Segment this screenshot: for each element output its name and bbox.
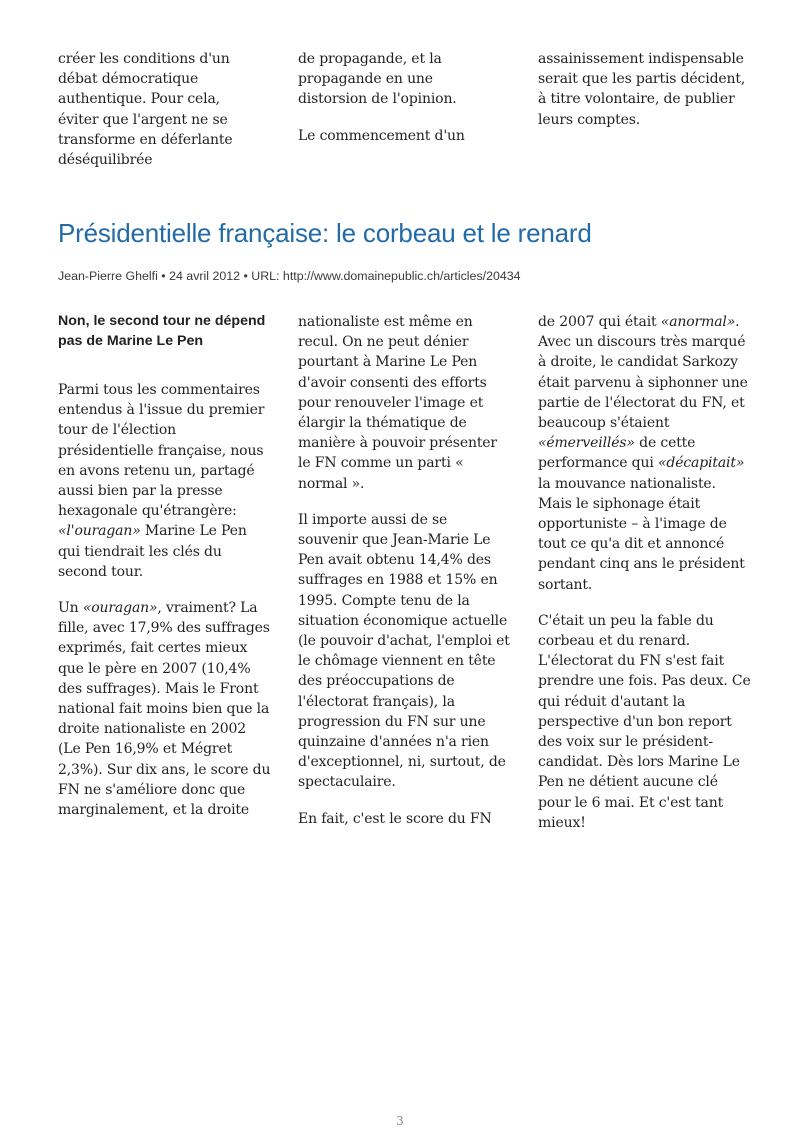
previous-article-column-1	[58, 49, 254, 170]
article-byline: Jean-Pierre Ghelfi • 24 avril 2012 • URL: http://www.domainepublic.ch/articles/20434	[58, 269, 521, 283]
article-column-3	[538, 312, 752, 833]
paragraph: assainissement indispensable serait que les partis décident, à titre volontaire, de publier leurs comptes.	[538, 51, 746, 128]
paragraph: C'était un peu la fable du corbeau et du renard. L'électorat du FN s'est fait prendre une fois. Pas deux. Ce qui réduit d'autant la perspective d'un bon report des voix sur le président-candidat. Dès lors Marine Le Pen ne détient aucune clé pour le 6 mai. Et c'est tant mieux!	[538, 612, 751, 831]
paragraph: Il importe aussi de se souvenir que Jean-Marie Le Pen avait obtenu 14,4% des suffrages en 1988 et 15% en 1995. Compte tenu de la situation économique actuelle (le pouvoir d'achat, l'emploi et le chômage viennent en tête des préoccupations de l'électorat français), la progression du FN sur une quinzaine d'années n'a rien d'exceptionnel, ni, surtout, de spectaculaire.	[298, 511, 510, 791]
previous-article-column-2	[298, 49, 496, 146]
page-number: 3	[396, 1114, 404, 1128]
paragraph: de 2007 qui était «anormal». Avec un discours très marqué à droite, le candidat Sarkozy était parvenu à siphonner une partie de l'électorat du FN, et beaucoup s'étaient «émerveillés» de cette performance qui «décapitait» la mouvance nationaliste. Mais le siphonage était opportuniste – à l'image de tout ce qu'a dit et annoncé pendant cinq ans le président sortant.	[538, 314, 748, 593]
paragraph: créer les conditions d'un débat démocratique authentique. Pour cela, éviter que l'argent ne se transforme en déferlante déséquilibrée	[58, 51, 233, 169]
paragraph: Le commencement d'un	[298, 127, 465, 144]
article-column-1-body	[58, 380, 272, 820]
paragraph: Parmi tous les commentaires entendus à l'issue du premier tour de l'élection présidentielle française, nous en avons retenu un, partagé aussi bien par la presse hexagonale qu'étrangère: «l'ouragan» Marine Le Pen qui tiendrait les clés du second tour.	[58, 382, 265, 580]
article-title: Présidentielle française: le corbeau et le renard	[58, 218, 592, 248]
article-column-2	[298, 312, 510, 829]
article-column-1	[58, 312, 272, 820]
previous-article-column-3	[538, 49, 752, 130]
paragraph: Un «ouragan», vraiment? La fille, avec 17,9% des suffrages exprimés, fait certes mieux que le père en 2007 (10,4% des suffrages). Mais le Front national fait moins bien que la droite nationaliste en 2002 (Le Pen 16,9% et Mégret 2,3%). Sur dix ans, le score du FN ne s'améliore donc que marginalement, et la droite	[58, 600, 271, 819]
paragraph: En fait, c'est le score du FN	[298, 810, 492, 827]
paragraph: de propagande, et la propagande en une distorsion de l'opinion.	[298, 51, 457, 108]
article-subheading: Non, le second tour ne dépend pas de Marine Le Pen	[58, 313, 266, 349]
paragraph: nationaliste est même en recul. On ne peut dénier pourtant à Marine Le Pen d'avoir consenti des efforts pour renouveler l'image et élargir la thématique de manière à pouvoir présenter le FN comme un parti « normal ».	[298, 314, 497, 492]
